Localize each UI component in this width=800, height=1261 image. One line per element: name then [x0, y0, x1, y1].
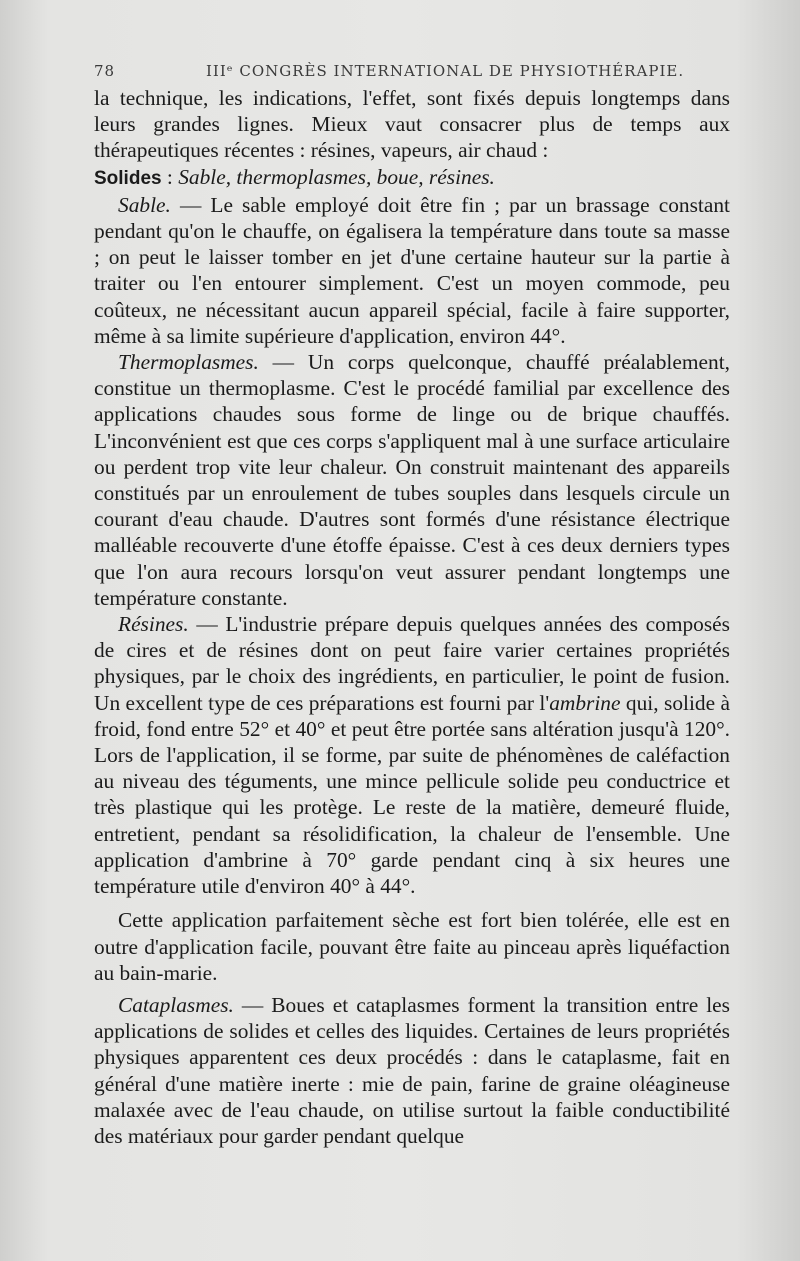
term-resines: Résines.	[118, 612, 189, 637]
term-sable: Sable.	[118, 192, 171, 217]
cataplasmes-text: — Boues et cataplasmes forment la transition entre les applications de solides et celles des liquides. Certaines de leurs propriétés physiques apparentent ces deux procédés : dans le cataplasme, fait en général d'une matière inerte : mie de pain, farine de graine oléagineuse malaxée avec de l'eau chaude, on utilise surtout la faible conductibilité des matériaux pour garder pendant quelque	[94, 992, 730, 1148]
sable-text: — Le sable employé doit être fin ; par un brassage constant pendant qu'on le chauffe, on égalisera la température dans toute sa masse ; on peut le laisser tomber en jet d'une certaine hauteur sur la partie à traiter ou l'en entourer simplement. C'est un moyen commode, peu coûteux, ne nécessitant aucun appareil spécial, facile à faire supporter, même à sa limite supérieure d'application, environ 44°.	[94, 192, 730, 348]
solides-heading-line	[94, 164, 730, 192]
running-header	[94, 62, 694, 80]
term-cataplasmes: Cataplasmes.	[118, 992, 234, 1017]
term-thermoplasmes: Thermoplasmes.	[118, 350, 259, 375]
solides-list: Sable, thermoplasmes, boue, résines.	[178, 164, 495, 189]
paragraph-cette-application: Cette application parfaitement sèche est fort bien tolérée, elle est en outre d'application facile, pouvant être faite au pinceau après liquéfaction au bain-marie.	[94, 908, 730, 985]
resines-text-2: qui, solide à froid, fond entre 52° et 40° et peut être portée sans altération jusqu'à 120°. Lors de l'application, il se forme, par suite de phénomènes de caléfaction au niveau des téguments, une mince pellicule solide peu conductrice et très plastique qui les protège. Le reste de la matière, demeuré fluide, entretient, pendant sa résolidification, la chaleur de l'ensemble. Une application d'ambrine à 70° garde pendant cinq à six heures une température utile d'environ 40° à 44°.	[94, 690, 730, 899]
thermoplasmes-text: — Un corps quelconque, chauffé préalablement, constitue un thermoplasme. C'est le procédé familial par excellence des applications chaudes sous forme de linge ou de brique chauffés. L'inconvénient est que ces corps s'appliquent mal à une surface articulaire ou perdent trop vite leur chaleur. On construit maintenant des appareils constitués par un enroulement de tubes souples dans lesquels circule un courant d'eau chaude. D'autres sont formés d'une résistance électrique malléable recouverte d'une étoffe épaisse. C'est à ces deux derniers types que l'on aura recours lorsqu'on veut assurer pendant longtemps une température constante.	[94, 350, 730, 610]
paragraph-sable	[94, 192, 730, 349]
term-ambrine: ambrine	[549, 690, 621, 715]
body-text	[94, 85, 730, 1149]
solides-separator: :	[161, 164, 179, 189]
paragraph-cataplasmes	[94, 992, 730, 1149]
section-heading-solides: Solides	[94, 167, 162, 189]
intro-paragraph: la technique, les indications, l'effet, sont fixés depuis longtemps dans leurs grandes lignes. Mieux vaut consacrer plus de temps aux thérapeutiques récentes : résines, vapeurs, air chaud :	[94, 86, 730, 163]
page-number: 78	[94, 62, 116, 80]
resines-text-1: — L'industrie prépare depuis quelques années des composés de cires et de résines dont on peut faire varier certaines propriétés physiques, par le choix des ingrédients, en particulier, le point de fusion. Un excellent type de ces préparations est fourni par l'	[94, 612, 730, 715]
paragraph-resines	[94, 611, 730, 899]
paragraph-thermoplasmes	[94, 349, 730, 611]
running-title: IIIᵉ CONGRÈS INTERNATIONAL DE PHYSIOTHÉRAPIE.	[206, 62, 685, 80]
